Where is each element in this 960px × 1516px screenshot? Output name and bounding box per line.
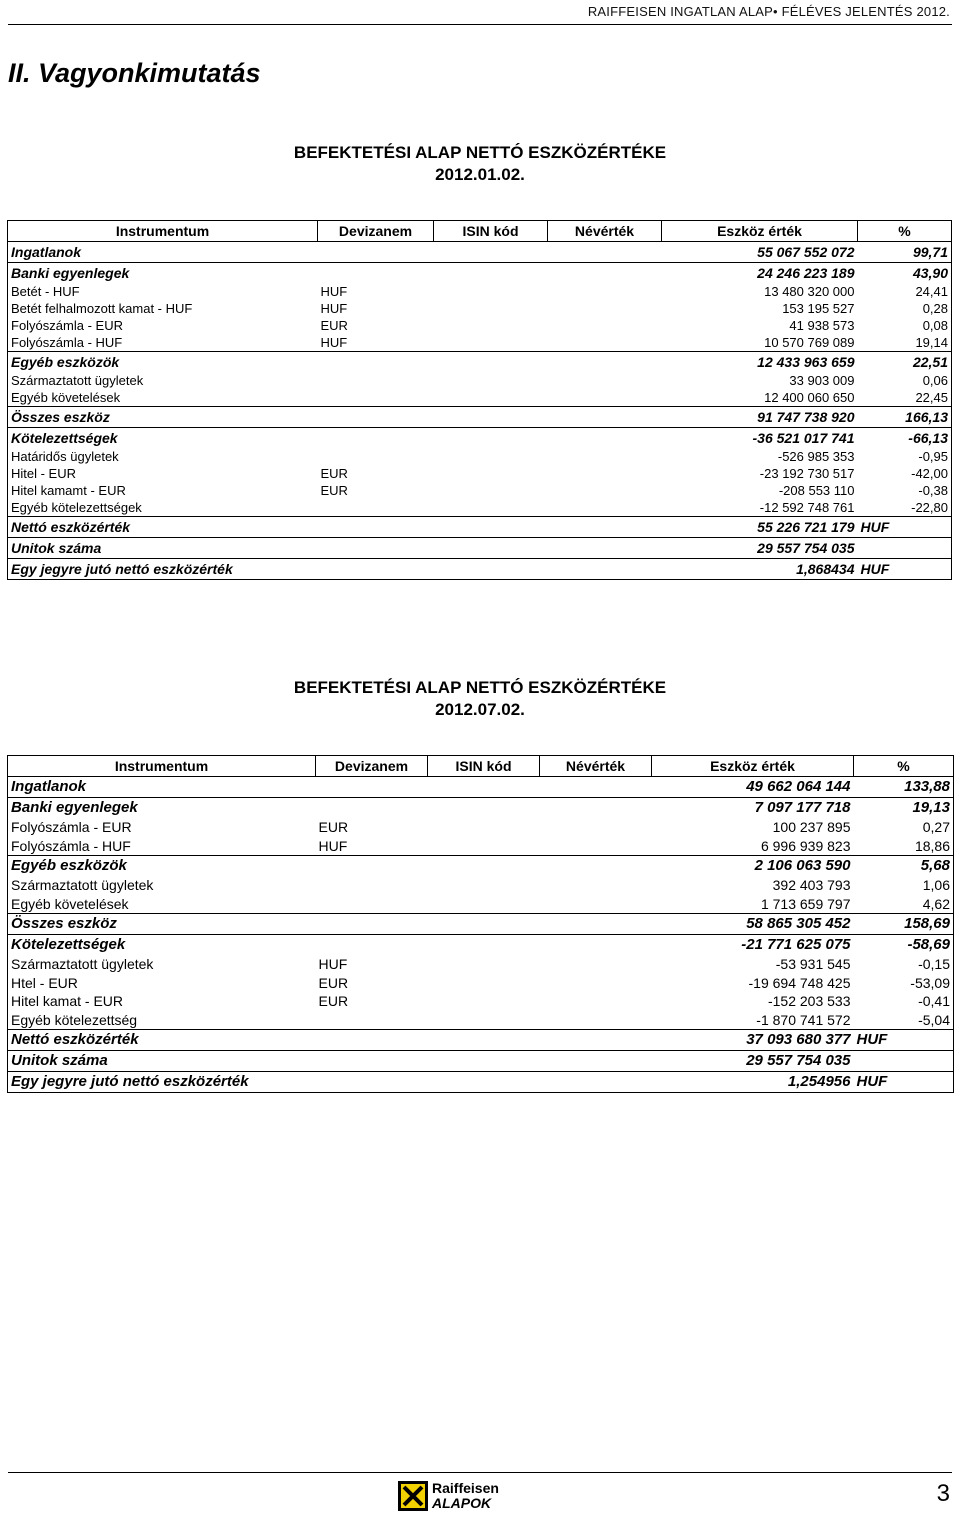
table-row (8, 1011, 954, 1030)
cell-nevertek (548, 559, 662, 580)
table2-date: 2012.07.02. (435, 700, 525, 719)
cell-nevertek (548, 242, 662, 263)
cell-eszkoz-ertek: 49 662 064 144 (652, 777, 854, 798)
cell-isin (434, 352, 548, 373)
table1-date: 2012.01.02. (435, 165, 525, 184)
cell-percent: -0,15 (854, 955, 954, 974)
col-instrumentum: Instrumentum (8, 756, 316, 777)
raiffeisen-gable-icon (398, 1481, 428, 1511)
cell-isin (434, 317, 548, 334)
table-summary-row (8, 1030, 954, 1051)
cell-isin (428, 955, 540, 974)
table-summary-row (8, 935, 954, 956)
cell-instrumentum: Kötelezettségek (8, 935, 316, 956)
cell-nevertek (540, 777, 652, 798)
cell-devizanem (318, 389, 434, 407)
cell-nevertek (540, 895, 652, 914)
cell-eszkoz-ertek: 13 480 320 000 (764, 284, 855, 299)
cell-nevertek (548, 482, 662, 499)
cell-eszkoz-ertek: -1 870 741 572 (756, 1011, 851, 1028)
cell-percent (858, 538, 952, 559)
cell-percent: 19,13 (854, 798, 954, 819)
cell-instrumentum: Egyéb követelések (8, 895, 316, 914)
cell-percent: 24,41 (858, 283, 952, 300)
cell-devizanem (316, 935, 428, 956)
cell-devizanem (316, 1030, 428, 1051)
cell-instrumentum: Egy jegyre jutó nettó eszközérték (8, 1072, 316, 1093)
cell-isin (428, 1072, 540, 1093)
cell-percent: 22,45 (858, 389, 952, 407)
cell-eszkoz-ertek: 12 433 963 659 (662, 352, 858, 373)
cell-nevertek (548, 389, 662, 407)
cell-nevertek (540, 955, 652, 974)
table-header-row (8, 756, 954, 777)
cell-nevertek (540, 1051, 652, 1072)
cell-devizanem (318, 499, 434, 517)
cell-devizanem (316, 895, 428, 914)
table-row (8, 465, 952, 482)
cell-nevertek (540, 935, 652, 956)
cell-percent: -66,13 (858, 428, 952, 449)
cell-devizanem (316, 798, 428, 819)
cell-instrumentum: Egyéb kötelezettség (8, 1011, 316, 1030)
footer-divider (8, 1472, 952, 1473)
page-number: 3 (936, 1480, 950, 1507)
cell-nevertek (540, 1072, 652, 1093)
cell-isin (428, 777, 540, 798)
table-header-row (8, 221, 952, 242)
col-nevertek: Névérték (548, 221, 662, 242)
cell-percent: 0,08 (858, 317, 952, 334)
cell-instrumentum: Nettó eszközérték (8, 517, 318, 538)
cell-isin (428, 798, 540, 819)
cell-isin (434, 300, 548, 317)
table1-heading (0, 142, 960, 186)
cell-devizanem (318, 242, 434, 263)
cell-percent: 19,14 (858, 334, 952, 352)
cell-instrumentum: Folyószámla - HUF (8, 334, 318, 352)
cell-nevertek (548, 372, 662, 389)
cell-devizanem: HUF (320, 301, 348, 316)
cell-percent: -58,69 (854, 935, 954, 956)
cell-eszkoz-ertek: 58 865 305 452 (652, 914, 854, 935)
cell-isin (434, 538, 548, 559)
cell-percent: 0,27 (854, 818, 954, 837)
cell-percent: 18,86 (854, 837, 954, 856)
cell-nevertek (540, 798, 652, 819)
table2-title: BEFEKTETÉSI ALAP NETTÓ ESZKÖZÉRTÉKE (293, 678, 667, 697)
cell-isin (434, 407, 548, 428)
cell-instrumentum: Nettó eszközérték (8, 1030, 316, 1051)
cell-devizanem (316, 856, 428, 877)
cell-eszkoz-ertek: -36 521 017 741 (662, 428, 858, 449)
cell-instrumentum: Hitel kamamt - EUR (8, 482, 318, 499)
cell-devizanem: HUF (318, 956, 348, 972)
cell-isin (434, 559, 548, 580)
cell-devizanem (318, 517, 434, 538)
cell-nevertek (548, 465, 662, 482)
cell-percent: -5,04 (854, 1011, 954, 1030)
cell-nevertek (540, 856, 652, 877)
cell-nevertek (548, 263, 662, 284)
cell-instrumentum: Ingatlanok (8, 242, 318, 263)
cell-eszkoz-ertek: 24 246 223 189 (662, 263, 858, 284)
cell-percent: HUF (854, 1072, 954, 1093)
asset-table-2012-07 (7, 755, 954, 1093)
cell-instrumentum: Származtatott ügyletek (8, 955, 316, 974)
table-summary-row (8, 914, 954, 935)
cell-devizanem (318, 538, 434, 559)
cell-percent: 4,62 (854, 895, 954, 914)
cell-eszkoz-ertek: -208 553 110 (778, 483, 855, 498)
table-row (8, 876, 954, 895)
table-summary-row (8, 538, 952, 559)
cell-percent: -53,09 (854, 974, 954, 993)
cell-eszkoz-ertek: 100 237 895 (772, 819, 851, 835)
header-divider (8, 24, 952, 25)
cell-isin (434, 517, 548, 538)
cell-nevertek (540, 837, 652, 856)
cell-instrumentum: Unitok száma (8, 538, 318, 559)
cell-percent: 22,51 (858, 352, 952, 373)
cell-isin (434, 263, 548, 284)
cell-devizanem (318, 428, 434, 449)
cell-instrumentum: Hitel kamat - EUR (8, 992, 316, 1011)
cell-instrumentum: Összes eszköz (8, 407, 318, 428)
cell-percent: HUF (858, 559, 952, 580)
table-row (8, 372, 952, 389)
col-devizanem: Devizanem (316, 756, 428, 777)
cell-devizanem (316, 1011, 428, 1030)
cell-percent: HUF (858, 517, 952, 538)
cell-instrumentum: Htel - EUR (8, 974, 316, 993)
cell-eszkoz-ertek: 1,868434 (662, 559, 858, 580)
cell-instrumentum: Betét - HUF (8, 283, 318, 300)
cell-eszkoz-ertek: 41 938 573 (789, 318, 855, 333)
cell-eszkoz-ertek: -53 931 545 (775, 956, 851, 972)
cell-devizanem: HUF (318, 837, 348, 854)
cell-devizanem: EUR (320, 466, 348, 481)
cell-isin (428, 876, 540, 895)
cell-eszkoz-ertek: 37 093 680 377 (652, 1030, 854, 1051)
table-row (8, 389, 952, 407)
cell-nevertek (548, 499, 662, 517)
cell-isin (434, 465, 548, 482)
cell-instrumentum: Származtatott ügyletek (8, 876, 316, 895)
table-summary-row (8, 559, 952, 580)
logo-line1: Raiffeisen (432, 1480, 499, 1496)
table-row (8, 499, 952, 517)
cell-percent: 133,88 (854, 777, 954, 798)
table2-heading (0, 677, 960, 721)
table-row (8, 334, 952, 352)
cell-eszkoz-ertek: 12 400 060 650 (764, 390, 855, 405)
cell-isin (428, 1030, 540, 1051)
table-summary-row (8, 517, 952, 538)
cell-eszkoz-ertek: 1,254956 (652, 1072, 854, 1093)
table-summary-row (8, 1072, 954, 1093)
cell-percent: 43,90 (858, 263, 952, 284)
cell-isin (434, 242, 548, 263)
cell-nevertek (548, 538, 662, 559)
cell-instrumentum: Egyéb követelések (8, 389, 318, 407)
cell-eszkoz-ertek: 29 557 754 035 (662, 538, 858, 559)
cell-percent: HUF (854, 1030, 954, 1051)
cell-isin (428, 914, 540, 935)
col-percent: % (858, 221, 952, 242)
cell-isin (428, 818, 540, 837)
cell-devizanem (316, 876, 428, 895)
cell-nevertek (548, 300, 662, 317)
cell-eszkoz-ertek: 153 195 527 (782, 301, 855, 316)
cell-percent: -0,95 (858, 448, 952, 465)
cell-nevertek (548, 352, 662, 373)
table-row (8, 300, 952, 317)
col-eszkoz-ertek: Eszköz érték (662, 221, 858, 242)
cell-devizanem (316, 914, 428, 935)
cell-percent: 0,28 (858, 300, 952, 317)
cell-isin (434, 482, 548, 499)
cell-nevertek (548, 317, 662, 334)
table-row (8, 837, 954, 856)
table-summary-row (8, 1051, 954, 1072)
cell-eszkoz-ertek: -12 592 748 761 (759, 500, 855, 515)
cell-eszkoz-ertek: 392 403 793 (772, 877, 851, 893)
cell-percent: 166,13 (858, 407, 952, 428)
cell-nevertek (548, 517, 662, 538)
table-row (8, 895, 954, 914)
asset-table-2012-01 (7, 220, 952, 580)
cell-nevertek (548, 407, 662, 428)
cell-eszkoz-ertek: 29 557 754 035 (652, 1051, 854, 1072)
cell-instrumentum: Egyéb eszközök (8, 856, 316, 877)
table-row (8, 818, 954, 837)
cell-instrumentum: Folyószámla - EUR (8, 818, 316, 837)
cell-percent: -0,41 (854, 992, 954, 1011)
cell-nevertek (540, 1030, 652, 1051)
cell-percent: 99,71 (858, 242, 952, 263)
cell-nevertek (540, 914, 652, 935)
cell-instrumentum: Összes eszköz (8, 914, 316, 935)
cell-isin (428, 992, 540, 1011)
cell-percent: 1,06 (854, 876, 954, 895)
cell-percent: 0,06 (858, 372, 952, 389)
cell-eszkoz-ertek: 7 097 177 718 (652, 798, 854, 819)
cell-devizanem (316, 1051, 428, 1072)
cell-instrumentum: Határidős ügyletek (8, 448, 318, 465)
table-summary-row (8, 856, 954, 877)
cell-devizanem: HUF (320, 284, 348, 299)
table1-title: BEFEKTETÉSI ALAP NETTÓ ESZKÖZÉRTÉKE (293, 143, 667, 162)
table-summary-row (8, 407, 952, 428)
cell-devizanem: EUR (320, 318, 348, 333)
cell-eszkoz-ertek: 55 067 552 072 (662, 242, 858, 263)
cell-isin (428, 974, 540, 993)
table-summary-row (8, 798, 954, 819)
col-isin: ISIN kód (434, 221, 548, 242)
table-row (8, 974, 954, 993)
cell-percent: -0,38 (858, 482, 952, 499)
cell-nevertek (548, 448, 662, 465)
cell-isin (428, 935, 540, 956)
cell-isin (434, 283, 548, 300)
cell-instrumentum: Egyéb kötelezettségek (8, 499, 318, 517)
cell-devizanem (316, 1072, 428, 1093)
cell-nevertek (548, 283, 662, 300)
cell-isin (428, 856, 540, 877)
cell-isin (434, 334, 548, 352)
cell-isin (428, 1011, 540, 1030)
cell-devizanem (318, 448, 434, 465)
col-eszkoz-ertek: Eszköz érték (652, 756, 854, 777)
cell-nevertek (548, 428, 662, 449)
section-title: II. Vagyonkimutatás (8, 58, 261, 88)
cell-eszkoz-ertek: 10 570 769 089 (764, 335, 855, 350)
cell-isin (434, 499, 548, 517)
cell-isin (434, 372, 548, 389)
cell-nevertek (540, 992, 652, 1011)
cell-instrumentum: Származtatott ügyletek (8, 372, 318, 389)
col-isin: ISIN kód (428, 756, 540, 777)
cell-nevertek (540, 974, 652, 993)
cell-devizanem: EUR (318, 993, 349, 1009)
cell-devizanem (318, 352, 434, 373)
cell-devizanem (316, 777, 428, 798)
cell-instrumentum: Egy jegyre jutó nettó eszközérték (8, 559, 318, 580)
cell-nevertek (540, 876, 652, 895)
cell-instrumentum: Folyószámla - HUF (8, 837, 316, 856)
cell-eszkoz-ertek: -152 203 533 (767, 993, 851, 1009)
table-row (8, 482, 952, 499)
cell-percent: 5,68 (854, 856, 954, 877)
cell-nevertek (548, 334, 662, 352)
cell-devizanem: EUR (318, 819, 349, 835)
cell-devizanem (318, 559, 434, 580)
cell-isin (434, 448, 548, 465)
cell-instrumentum: Kötelezettségek (8, 428, 318, 449)
table-summary-row (8, 428, 952, 449)
cell-percent (854, 1051, 954, 1072)
table-summary-row (8, 777, 954, 798)
cell-isin (428, 895, 540, 914)
col-instrumentum: Instrumentum (8, 221, 318, 242)
cell-devizanem (318, 407, 434, 428)
cell-instrumentum: Banki egyenlegek (8, 798, 316, 819)
cell-isin (428, 837, 540, 856)
table-row (8, 317, 952, 334)
cell-eszkoz-ertek: -526 985 353 (777, 449, 855, 464)
cell-devizanem: EUR (320, 483, 348, 498)
raiffeisen-logo (398, 1479, 499, 1513)
cell-devizanem: EUR (318, 974, 349, 991)
cell-eszkoz-ertek: 1 713 659 797 (760, 895, 851, 912)
cell-instrumentum: Unitok száma (8, 1051, 316, 1072)
cell-isin (434, 428, 548, 449)
col-percent: % (854, 756, 954, 777)
cell-eszkoz-ertek: 55 226 721 179 (662, 517, 858, 538)
cell-isin (428, 1051, 540, 1072)
cell-instrumentum: Ingatlanok (8, 777, 316, 798)
cell-instrumentum: Folyószámla - EUR (8, 317, 318, 334)
cell-devizanem: HUF (320, 335, 348, 350)
cell-devizanem (318, 372, 434, 389)
cell-devizanem (318, 263, 434, 284)
cell-instrumentum: Hitel - EUR (8, 465, 318, 482)
table-row (8, 283, 952, 300)
header-title: RAIFFEISEN INGATLAN ALAP• FÉLÉVES JELENTÉS 2012. (587, 4, 950, 19)
cell-instrumentum: Banki egyenlegek (8, 263, 318, 284)
cell-instrumentum: Betét felhalmozott kamat - HUF (8, 300, 318, 317)
cell-isin (434, 389, 548, 407)
cell-percent: -22,80 (858, 499, 952, 517)
cell-eszkoz-ertek: 91 747 738 920 (662, 407, 858, 428)
cell-eszkoz-ertek: -21 771 625 075 (652, 935, 854, 956)
table-summary-row (8, 352, 952, 373)
cell-eszkoz-ertek: -23 192 730 517 (759, 466, 855, 481)
table-row (8, 955, 954, 974)
cell-eszkoz-ertek: -19 694 748 425 (748, 974, 851, 991)
table-summary-row (8, 263, 952, 284)
cell-nevertek (540, 1011, 652, 1030)
logo-line2: ALAPOK (432, 1495, 492, 1511)
table-row (8, 448, 952, 465)
cell-eszkoz-ertek: 6 996 939 823 (760, 837, 851, 854)
cell-instrumentum: Egyéb eszközök (8, 352, 318, 373)
cell-eszkoz-ertek: 33 903 009 (789, 373, 855, 388)
table-summary-row (8, 242, 952, 263)
col-devizanem: Devizanem (318, 221, 434, 242)
cell-nevertek (540, 818, 652, 837)
cell-eszkoz-ertek: 2 106 063 590 (652, 856, 854, 877)
col-nevertek: Névérték (540, 756, 652, 777)
table-row (8, 992, 954, 1011)
cell-percent: 158,69 (854, 914, 954, 935)
cell-percent: -42,00 (858, 465, 952, 482)
